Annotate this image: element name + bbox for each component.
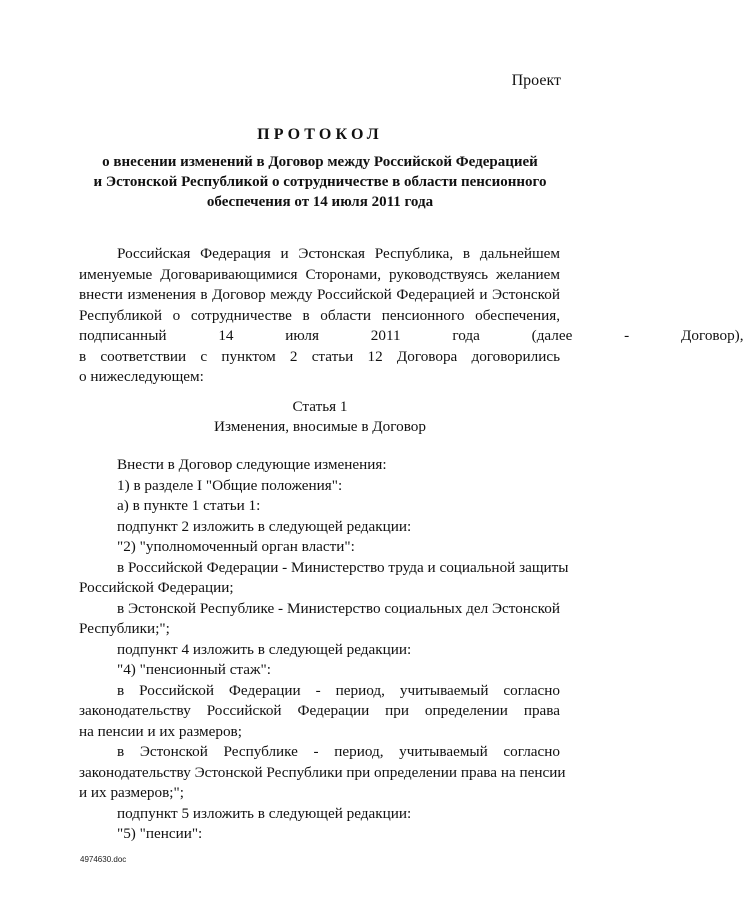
article-line: Внести в Договор следующие изменения:	[117, 456, 387, 473]
article-line: подпункт 5 изложить в следующей редакции:	[117, 804, 412, 822]
article-line: Российской Федерации;	[79, 579, 234, 596]
article-line: 1) в разделе I "Общие положения":	[117, 476, 343, 494]
subtitle-line: о внесении изменений в Договор между Российской Федерацией	[102, 154, 538, 170]
document-subtitle	[80, 152, 560, 212]
article-line: подпункт 2 изложить в следующей редакции:	[117, 517, 412, 535]
intro-paragraph	[79, 244, 744, 388]
intro-line: внести изменения в Договор между Российской Федерацией и Эстонской	[79, 286, 560, 303]
article-line: "2) "уполномоченный орган власти":	[117, 538, 355, 555]
article-line: и их размеров;";	[79, 784, 184, 801]
intro-line: Республикой о сотрудничестве в области пенсионного обеспечения,	[79, 306, 560, 324]
intro-line: Российская Федерация и Эстонская Республика, в дальнейшем	[117, 245, 560, 262]
document-title: ПРОТОКОЛ	[257, 126, 383, 143]
intro-line: подписанный 14 июля 2011 года (далее - Договор),	[79, 327, 744, 344]
article-line: "4) "пенсионный стаж":	[117, 661, 271, 678]
subtitle-line: и Эстонской Республикой о сотрудничестве в области пенсионного	[93, 174, 547, 190]
article-line: в Эстонской Республике - период, учитываемый согласно	[117, 743, 560, 760]
article-line: законодательству Российской Федерации при определении права	[79, 702, 560, 719]
article-body	[79, 455, 569, 845]
subtitle-line: обеспечения от 14 июля 2011 года	[206, 194, 434, 210]
file-name-footer: 4974630.doc	[80, 855, 127, 864]
article-line: подпункт 4 изложить в следующей редакции:	[117, 640, 412, 658]
article-line: Республики;";	[79, 620, 170, 637]
article-number: Статья 1	[292, 398, 348, 415]
article-title: Изменения, вносимые в Договор	[214, 418, 426, 435]
intro-line: о нижеследующем:	[79, 368, 204, 385]
article-line: "5) "пенсии":	[117, 825, 203, 842]
article-line: в Эстонской Республике - Министерство социальных дел Эстонской	[117, 599, 560, 617]
article-line: а) в пункте 1 статьи 1:	[117, 497, 261, 514]
draft-stamp: Проект	[511, 72, 561, 89]
article-line: в Российской Федерации - Министерство труда и социальной защиты	[117, 558, 569, 576]
intro-line: в соответствии с пунктом 2 статьи 12 Договора договорились	[79, 347, 560, 365]
intro-line: именуемые Договаривающимися Сторонами, руководствуясь желанием	[79, 265, 560, 283]
article-line: в Российской Федерации - период, учитываемый согласно	[117, 681, 560, 699]
article-line: на пенсии и их размеров;	[79, 722, 242, 740]
article-line: законодательству Эстонской Республики при определении права на пенсии	[79, 763, 566, 781]
